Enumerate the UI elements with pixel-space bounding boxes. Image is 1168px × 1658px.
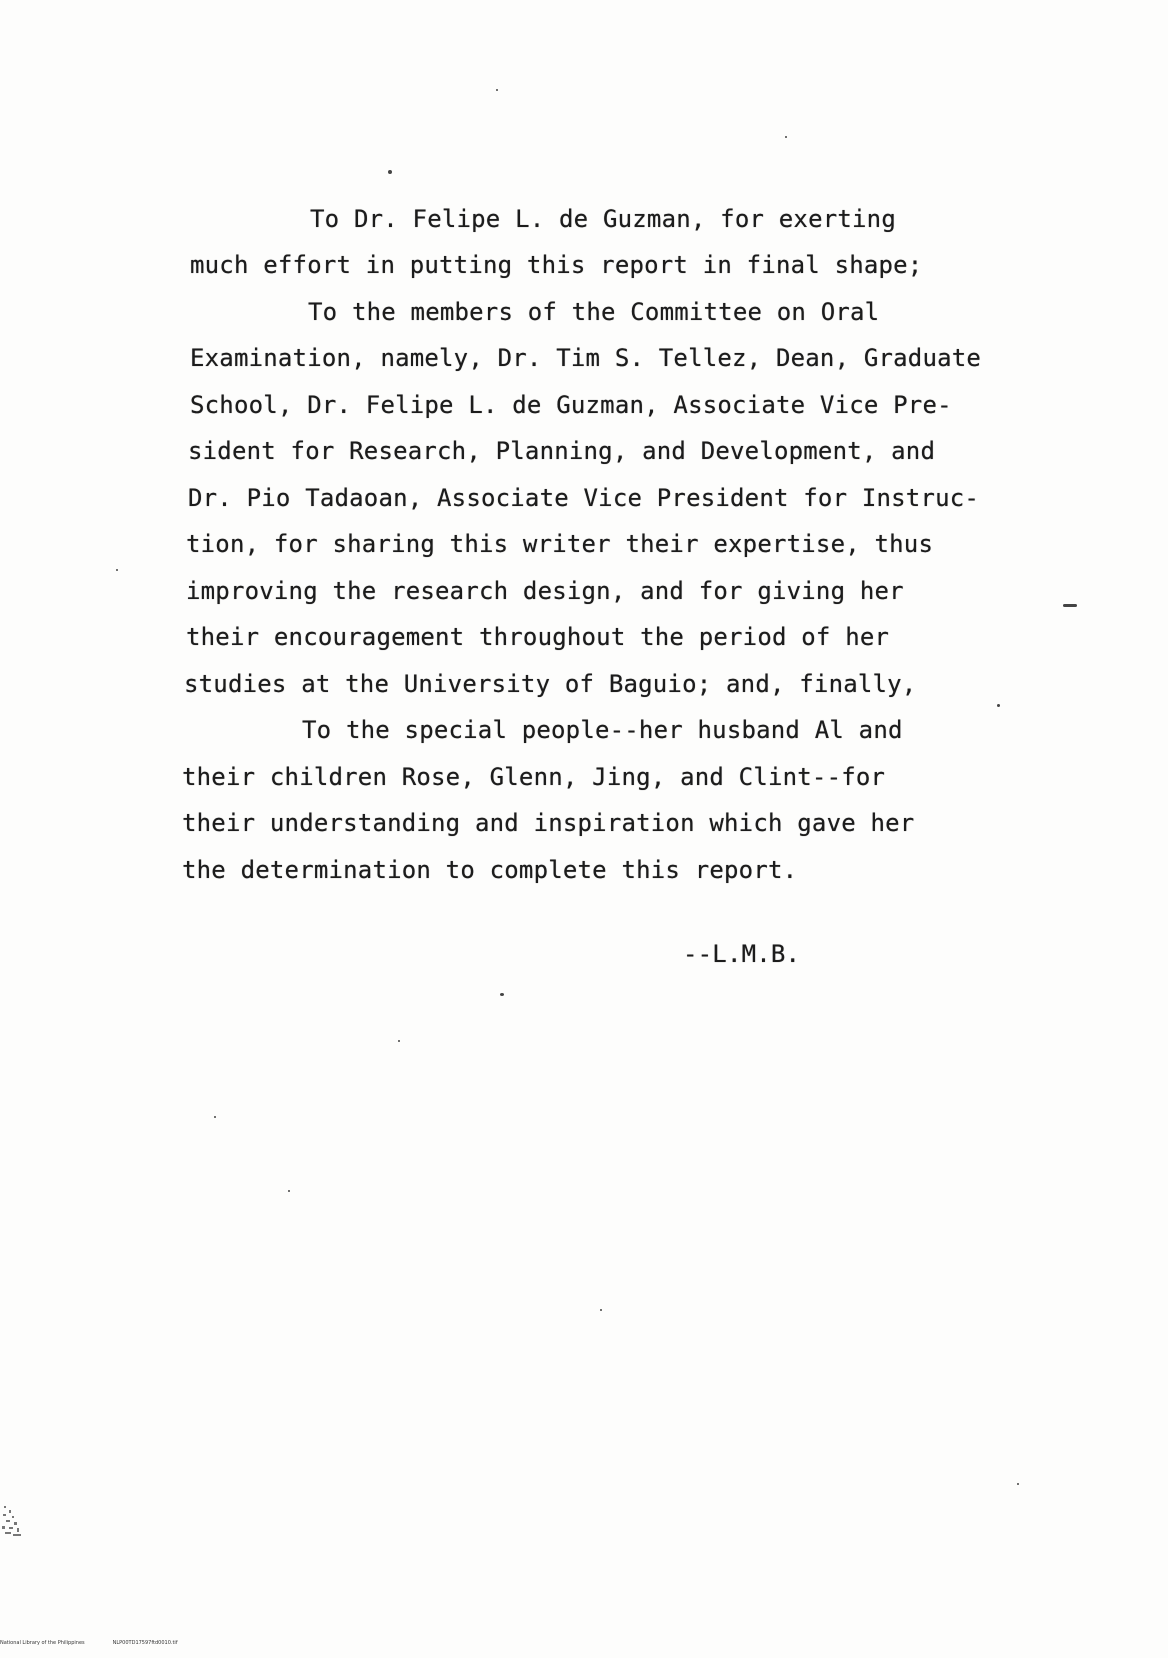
text-line-1: To Dr. Felipe L. de Guzman, for exerting [310, 205, 896, 233]
scan-speck [1017, 1483, 1019, 1485]
text-line-6: sident for Research, Planning, and Development, and [188, 437, 936, 465]
text-line-10: their encouragement throughout the period of her [186, 623, 890, 651]
text-line-2: much effort in putting this report in final shape; [190, 251, 923, 279]
signature-initials: --L.M.B. [683, 940, 801, 968]
text-line-7: Dr. Pio Tadaoan, Associate Vice President for Instruc- [188, 484, 980, 512]
scan-speck [398, 1040, 400, 1042]
footer-filename: NLP00TD17597ftd0010.tif [112, 1640, 178, 1646]
scan-speck [214, 1116, 216, 1118]
text-line-14: their understanding and inspiration which gave her [182, 809, 915, 837]
scan-artifact-icon [0, 1500, 26, 1540]
text-line-11: studies at the University of Baguio; and, finally, [184, 670, 917, 698]
scan-speck [785, 136, 787, 138]
scan-speck [500, 993, 504, 996]
text-line-4: Examination, namely, Dr. Tim S. Tellez, Dean, Graduate [190, 344, 982, 372]
text-line-3: To the members of the Committee on Oral [308, 298, 880, 326]
text-line-13: their children Rose, Glenn, Jing, and Clint--for [182, 763, 886, 791]
scan-footer [0, 1640, 206, 1646]
scan-speck [288, 1190, 290, 1192]
text-line-15: the determination to complete this report. [182, 856, 798, 884]
scan-speck [496, 89, 498, 91]
text-line-8: tion, for sharing this writer their expertise, thus [186, 530, 934, 558]
text-line-5: School, Dr. Felipe L. de Guzman, Associate Vice Pre- [190, 391, 952, 419]
scan-speck [116, 569, 118, 571]
scan-speck [1063, 604, 1077, 607]
footer-library: National Library of the Philippines [0, 1640, 85, 1646]
scan-speck [388, 170, 392, 174]
text-line-9: improving the research design, and for giving her [186, 577, 904, 605]
scan-speck [600, 1309, 602, 1311]
text-line-12: To the special people--her husband Al and [302, 716, 903, 744]
scan-speck [997, 704, 1000, 707]
